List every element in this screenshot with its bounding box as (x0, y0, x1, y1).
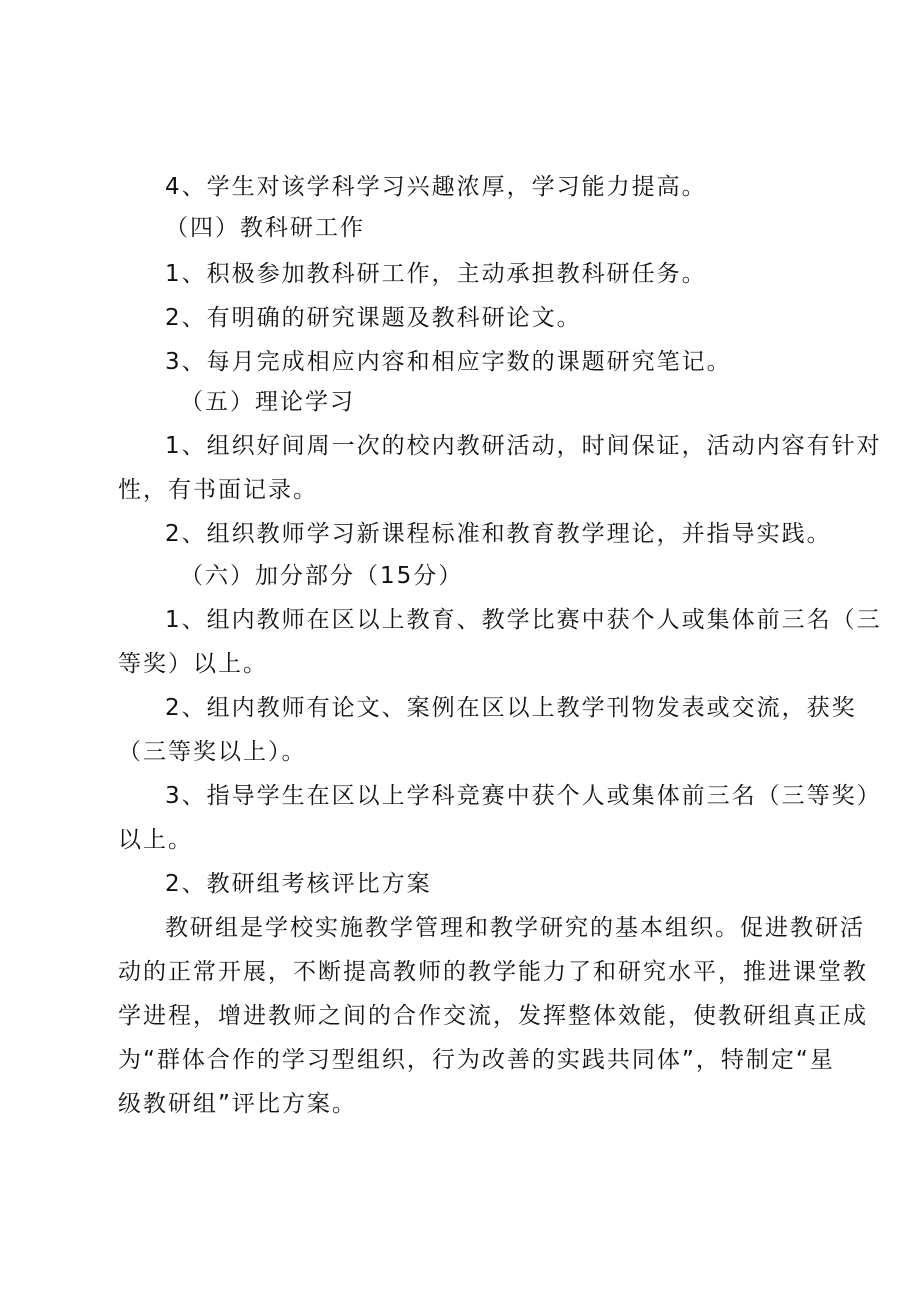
item-2-teacher-papers: 2、组内教师有论文、案例在区以上教学刊物发表或交流，获奖 (165, 695, 857, 721)
section-5-heading: （五）理论学习 (180, 389, 355, 415)
item-1-organize-activities: 1、组织好间周一次的校内教研活动，时间保证，活动内容有针对 (165, 433, 882, 459)
item-2-research-topic: 2、有明确的研究课题及教科研论文。 (165, 305, 582, 331)
item-2-teacher-papers-cont: （三等奖以上）。 (118, 739, 307, 765)
section-2-heading: 2、教研组考核评比方案 (165, 871, 432, 897)
section-4-heading: （四）教科研工作 (165, 215, 365, 241)
intro-paragraph-line-2: 动的正常开展，不断提高教师的教学能力了和研究水平，推进课堂教 (118, 959, 868, 985)
item-3-research-notes: 3、每月完成相应内容和相应字数的课题研究笔记。 (165, 349, 732, 375)
intro-paragraph-line-3: 学进程，增进教师之间的合作交流，发挥整体效能，使教研组真正成 (118, 1003, 868, 1029)
item-2-study-curriculum: 2、组织教师学习新课程标准和教育教学理论，并指导实践。 (165, 521, 832, 547)
item-1-teacher-competition-cont: 等奖）以上。 (118, 651, 268, 677)
item-3-student-contest: 3、指导学生在区以上学科竞赛中获个人或集体前三名（三等奖） (165, 783, 882, 809)
intro-paragraph-line-4: 为“群体合作的学习型组织，行为改善的实践共同体”，特制定“星 (118, 1047, 835, 1073)
intro-paragraph-line-5: 级教研组”评比方案。 (118, 1091, 357, 1117)
item-4-student-interest: 4、学生对该学科学习兴趣浓厚，学习能力提高。 (165, 174, 707, 200)
item-1-teacher-competition: 1、组内教师在区以上教育、教学比赛中获个人或集体前三名（三 (165, 607, 882, 633)
intro-paragraph-line-1: 教研组是学校实施教学管理和教学研究的基本组织。促进教研活 (165, 915, 865, 941)
item-1-participate-research: 1、积极参加教科研工作，主动承担教科研任务。 (165, 261, 707, 287)
item-3-student-contest-cont: 以上。 (118, 827, 193, 853)
item-1-organize-activities-cont: 性，有书面记录。 (118, 477, 318, 503)
section-6-heading: （六）加分部分（15分） (180, 563, 464, 589)
